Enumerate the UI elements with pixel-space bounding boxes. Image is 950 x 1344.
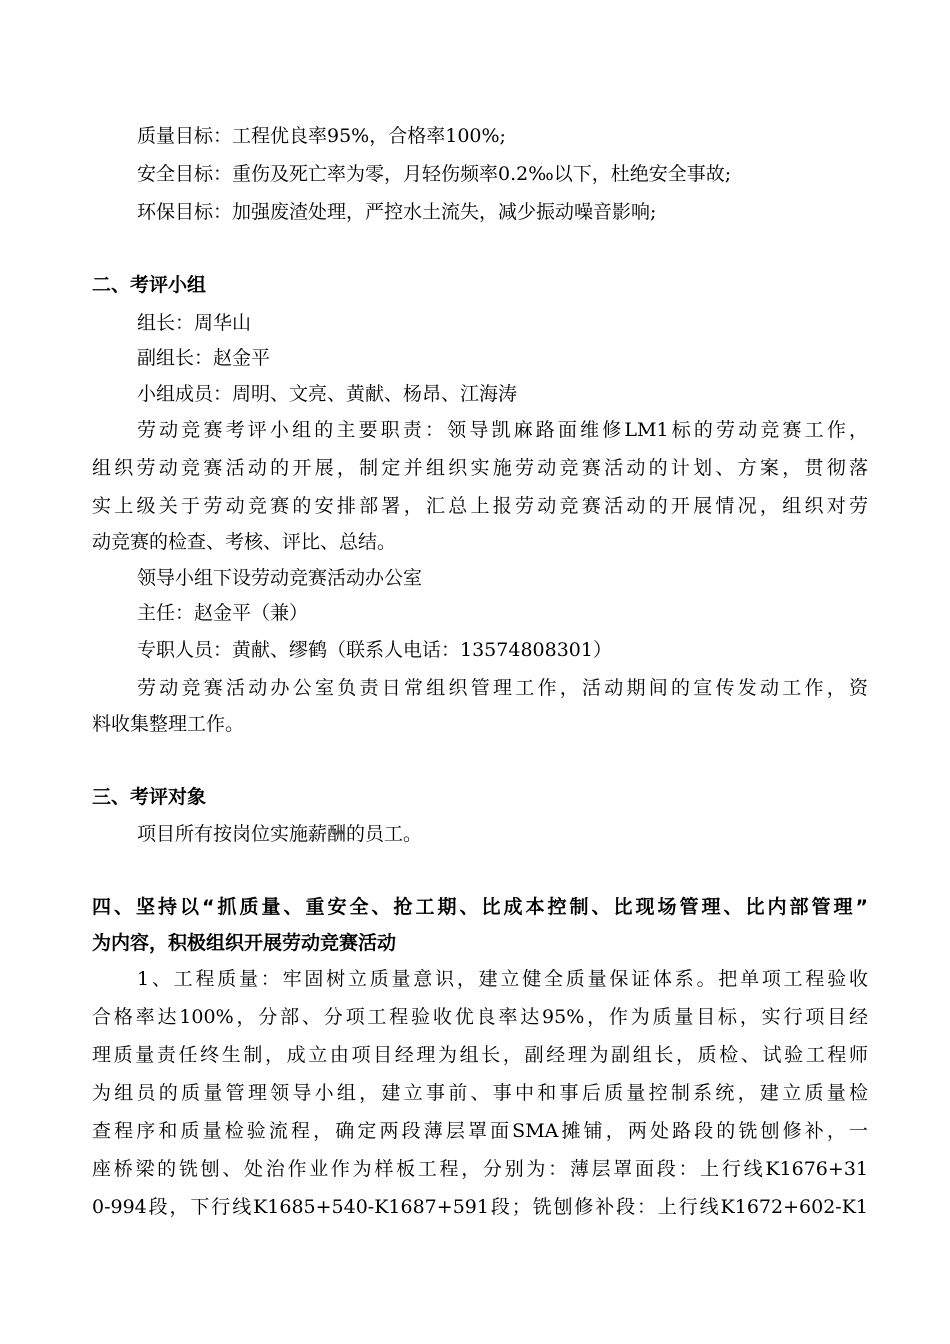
section-heading-4: 为内容，积极组织开展劳动竞赛活动 [92,932,397,954]
duties-line: 动竞赛的检查、考核、评比、总结。 [92,531,397,553]
environment-goal: 环保目标：加强废渣处理，严控水土流失，减少振动噪音影响; [137,201,657,223]
duties-line: 组织劳动竞赛活动的开展，制定并组织实施劳动竞赛活动的计划、方案，贯彻落 [92,457,868,479]
staff-line: 专职人员：黄献、缪鹤（联系人电话：13574808301） [137,639,612,661]
section-3-body: 项目所有按岗位实施薪酬的员工。 [137,823,423,845]
office-duties-line: 料收集整理工作。 [92,713,245,735]
quality-goal: 质量目标：工程优良率95%，合格率100%; [137,125,506,147]
group-members: 小组成员：周明、文亮、黄献、杨昂、江海涛 [137,383,518,405]
section-heading-3: 三、考评对象 [92,786,207,808]
section-heading-2: 二、考评小组 [92,274,207,296]
quality-paragraph-line: 1、工程质量：牢固树立质量意识，建立健全质量保证体系。把单项工程验收 [137,968,868,990]
section-heading-4: 四、坚持以“抓质量、重安全、抢工期、比成本控制、比现场管理、比内部管理” [92,896,868,918]
duties-line: 劳动竞赛考评小组的主要职责：领导凯麻路面维修LM1标的劳动竞赛工作， [137,419,868,441]
quality-paragraph-line: 座桥梁的铣刨、处治作业作为样板工程，分别为：薄层罩面段：上行线K1676+31 [92,1158,868,1180]
quality-paragraph-line: 合格率达100%，分部、分项工程验收优良率达95%，作为质量目标，实行项目经 [92,1006,868,1028]
quality-paragraph-line: 理质量责任终生制，成立由项目经理为组长，副经理为副组长，质检、试验工程师 [92,1044,868,1066]
deputy-leader: 副组长：赵金平 [137,347,271,369]
quality-paragraph-line: 查程序和质量检验流程，确定两段薄层罩面SMA摊铺，两处路段的铣刨修补，一 [92,1120,868,1142]
office-line: 领导小组下设劳动竞赛活动办公室 [137,567,423,589]
quality-paragraph-line: 0-994段，下行线K1685+540-K1687+591段；铣刨修补段：上行线K1672+602-K1 [92,1196,868,1218]
safety-goal: 安全目标：重伤及死亡率为零，月轻伤频率0.2‰以下，杜绝安全事故; [137,163,732,185]
group-leader: 组长：周华山 [137,312,252,334]
director-line: 主任：赵金平（兼） [137,602,309,624]
quality-paragraph-line: 为组员的质量管理领导小组，建立事前、事中和事后质量控制系统，建立质量检 [92,1082,868,1104]
duties-line: 实上级关于劳动竞赛的安排部署，汇总上报劳动竞赛活动的开展情况，组织对劳 [92,495,868,517]
office-duties-line: 劳动竞赛活动办公室负责日常组织管理工作，活动期间的宣传发动工作，资 [137,677,868,699]
